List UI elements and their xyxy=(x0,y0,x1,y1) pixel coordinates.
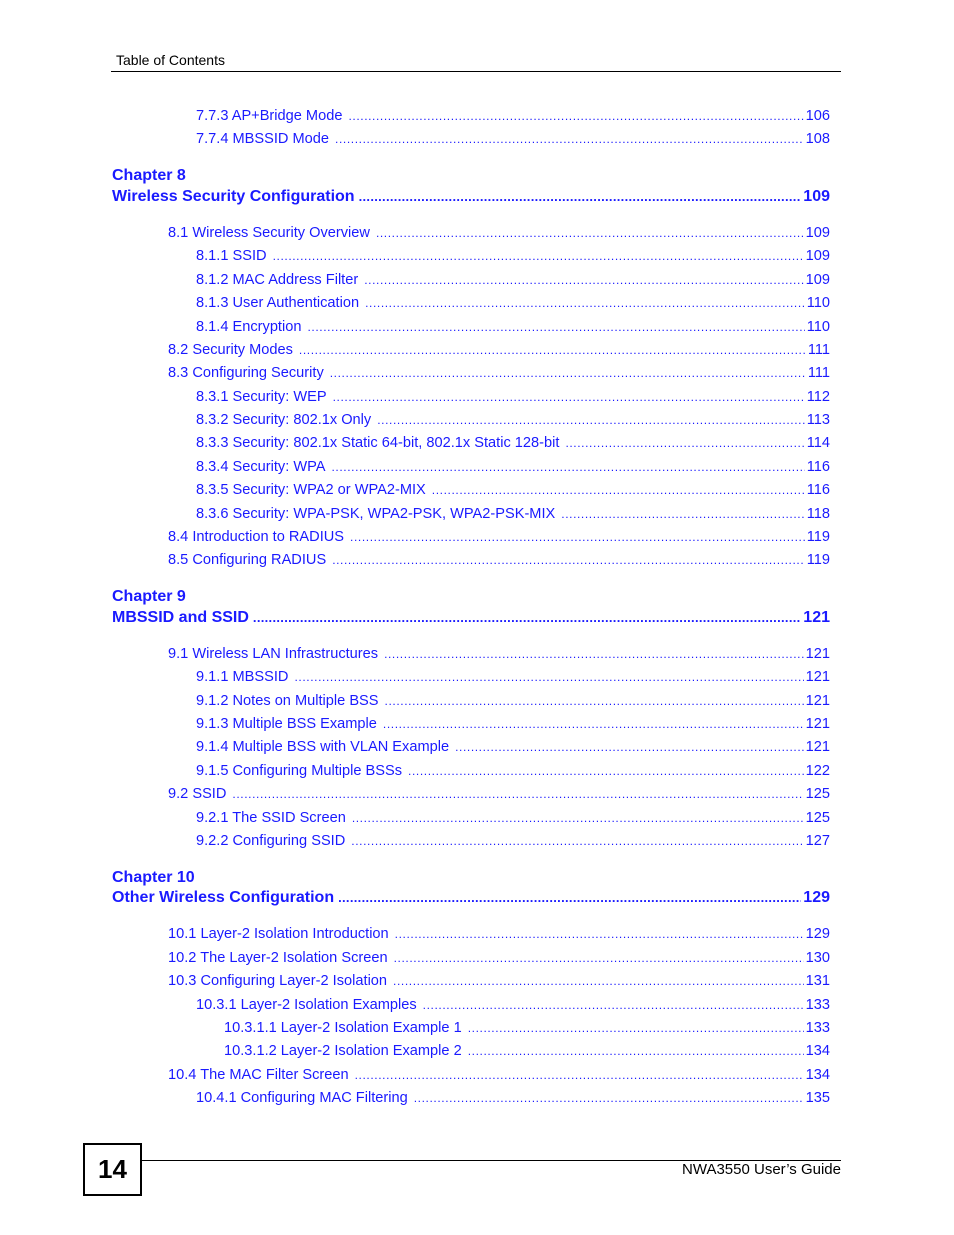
toc-entry-title: 9.1.5 Configuring Multiple BSSs xyxy=(196,763,403,779)
chapter-page: 109 xyxy=(803,188,830,205)
leader-dots xyxy=(561,504,804,524)
leader-dots xyxy=(273,246,804,266)
toc-entry-title: 10.4.1 Configuring MAC Filtering xyxy=(196,1090,408,1106)
toc-entry-page: 111 xyxy=(807,342,830,358)
toc-entry-page: 111 xyxy=(807,365,830,381)
toc-entry-title: 8.3.1 Security: WEP xyxy=(196,389,327,405)
leader-dots xyxy=(395,924,804,944)
toc-entry-page: 125 xyxy=(805,810,830,826)
leader-dots xyxy=(468,1041,804,1061)
toc-entry-title: 8.3.3 Security: 802.1x Static 64-bit, 802.1x Static 128-bit xyxy=(196,435,560,451)
toc-entry-page: 118 xyxy=(806,506,830,522)
leader-dots xyxy=(376,223,804,243)
toc-entry-title: 9.2 SSID xyxy=(168,786,227,802)
toc-entry-page: 121 xyxy=(805,646,830,662)
toc-entry-page: 134 xyxy=(805,1043,830,1059)
leader-dots xyxy=(351,831,803,851)
toc-entry-page: 109 xyxy=(805,225,830,241)
toc-entry-page: 129 xyxy=(805,926,830,942)
toc-entry-8-3[interactable] xyxy=(168,363,830,383)
toc-entry-page: 119 xyxy=(806,552,830,568)
toc-entry-8-1-4[interactable] xyxy=(196,317,830,337)
toc-entry-title: 9.2.1 The SSID Screen xyxy=(196,810,346,826)
leader-dots xyxy=(335,129,804,149)
toc-entry-page: 119 xyxy=(806,529,830,545)
toc-entry-7-7-4[interactable] xyxy=(196,129,830,149)
leader-dots xyxy=(294,667,803,687)
toc-entry-title: 8.1.2 MAC Address Filter xyxy=(196,272,359,288)
toc-entry-page: 108 xyxy=(805,131,830,147)
chapter-10-title[interactable] xyxy=(112,888,830,908)
toc-entry-title: 8.1.4 Encryption xyxy=(196,319,302,335)
toc-entry-title: 10.3.1.2 Layer-2 Isolation Example 2 xyxy=(224,1043,462,1059)
chapter-title-text: Wireless Security Configuration xyxy=(112,188,355,205)
chapter-page: 129 xyxy=(803,889,830,906)
leader-dots xyxy=(565,433,804,453)
toc-entry-title: 8.3 Configuring Security xyxy=(168,365,324,381)
toc-entry-title: 7.7.3 AP+Bridge Mode xyxy=(196,108,343,124)
toc-entry-page: 133 xyxy=(805,1020,830,1036)
toc-entry-page: 133 xyxy=(805,997,830,1013)
toc-entry-page: 121 xyxy=(805,669,830,685)
toc-entry-10-4-1[interactable] xyxy=(196,1088,830,1108)
leader-dots xyxy=(307,317,804,337)
toc-entry-7-7-3[interactable] xyxy=(196,106,830,126)
toc-entry-page: 134 xyxy=(805,1067,830,1083)
toc-entry-title: 9.1.4 Multiple BSS with VLAN Example xyxy=(196,739,450,755)
toc-entry-page: 121 xyxy=(805,739,830,755)
leader-dots xyxy=(364,270,803,290)
toc-entry-title: 8.3.4 Security: WPA xyxy=(196,459,326,475)
toc-entry-title: 8.4 Introduction to RADIUS xyxy=(168,529,345,545)
toc-entry-title: 8.1 Wireless Security Overview xyxy=(168,225,370,241)
leader-dots xyxy=(365,293,805,313)
guide-title: NWA3550 User’s Guide xyxy=(682,1161,841,1178)
toc-entry-8-5[interactable] xyxy=(168,550,830,570)
toc-entry-8-1-1[interactable] xyxy=(196,246,830,266)
toc-entry-title: 8.5 Configuring RADIUS xyxy=(168,552,327,568)
toc-entry-title: 8.1.3 User Authentication xyxy=(196,295,360,311)
toc-entry-title: 8.3.5 Security: WPA2 or WPA2-MIX xyxy=(196,482,426,498)
toc-entry-title: 9.1.1 MBSSID xyxy=(196,669,289,685)
toc-entry-page: 113 xyxy=(806,412,830,428)
leader-dots xyxy=(332,550,805,570)
chapter-title-text: MBSSID and SSID xyxy=(112,609,249,626)
leader-dots xyxy=(330,363,806,383)
toc-entry-page: 109 xyxy=(805,272,830,288)
toc-entry-page: 121 xyxy=(805,693,830,709)
toc-entry-page: 114 xyxy=(806,435,830,451)
toc-entry-page: 121 xyxy=(805,716,830,732)
toc-entry-page: 112 xyxy=(806,389,830,405)
toc-entry-8-3-6[interactable] xyxy=(196,504,830,524)
leader-dots xyxy=(414,1088,804,1108)
toc-entry-8-3-2[interactable] xyxy=(196,410,830,430)
toc-entry-page: 125 xyxy=(805,786,830,802)
toc-entry-title: 10.1 Layer-2 Isolation Introduction xyxy=(168,926,389,942)
toc-entry-9-2-1[interactable] xyxy=(196,808,830,828)
toc-entry-page: 130 xyxy=(805,950,830,966)
toc-entry-8-1-3[interactable] xyxy=(196,293,830,313)
toc-entry-page: 106 xyxy=(805,108,830,124)
toc-entry-page: 110 xyxy=(806,295,830,311)
toc-entry-title: 9.1.3 Multiple BSS Example xyxy=(196,716,377,732)
leader-dots xyxy=(338,888,801,908)
header-title: Table of Contents xyxy=(116,52,225,68)
chapter-8-label[interactable]: Chapter 8 xyxy=(112,167,186,184)
leader-dots xyxy=(299,340,806,360)
leader-dots xyxy=(333,387,805,407)
toc-entry-title: 10.3.1.1 Layer-2 Isolation Example 1 xyxy=(224,1020,462,1036)
toc-entry-8-4[interactable] xyxy=(168,527,830,547)
toc-entry-10-3-1-1[interactable] xyxy=(224,1018,830,1038)
toc-entry-8-1[interactable] xyxy=(168,223,830,243)
toc-entry-title: 8.3.2 Security: 802.1x Only xyxy=(196,412,372,428)
toc-entry-title: 10.4 The MAC Filter Screen xyxy=(168,1067,349,1083)
toc-entry-title: 8.3.6 Security: WPA-PSK, WPA2-PSK, WPA2-PSK-MIX xyxy=(196,506,556,522)
leader-dots xyxy=(408,761,804,781)
leader-dots xyxy=(383,714,804,734)
leader-dots xyxy=(432,480,805,500)
toc-entry-page: 110 xyxy=(806,319,830,335)
toc-entry-8-3-1[interactable] xyxy=(196,387,830,407)
toc-entry-title: 9.1.2 Notes on Multiple BSS xyxy=(196,693,379,709)
toc-entry-8-1-2[interactable] xyxy=(196,270,830,290)
toc-entry-title: 10.3 Configuring Layer-2 Isolation xyxy=(168,973,388,989)
leader-dots xyxy=(350,527,805,547)
page-number: 14 xyxy=(83,1143,142,1196)
toc-entry-page: 116 xyxy=(806,459,830,475)
toc-entry-page: 122 xyxy=(805,763,830,779)
toc-entry-title: 9.1 Wireless LAN Infrastructures xyxy=(168,646,379,662)
chapter-title-text: Other Wireless Configuration xyxy=(112,889,335,906)
toc-entry-9-1-2[interactable] xyxy=(196,691,830,711)
leader-dots xyxy=(232,784,803,804)
leader-dots xyxy=(352,808,804,828)
leader-dots xyxy=(253,608,801,628)
leader-dots xyxy=(332,457,805,477)
toc-entry-page: 131 xyxy=(805,973,830,989)
toc-entry-10-1[interactable] xyxy=(168,924,830,944)
chapter-9-title[interactable] xyxy=(112,608,830,628)
leader-dots xyxy=(455,737,804,757)
toc-entry-10-3-1[interactable] xyxy=(196,995,830,1015)
toc-entry-page: 116 xyxy=(806,482,830,498)
toc-entry-9-2[interactable] xyxy=(168,784,830,804)
chapter-8-title[interactable] xyxy=(112,187,830,207)
toc-entry-10-3[interactable] xyxy=(168,971,830,991)
leader-dots xyxy=(348,106,803,126)
toc-entry-8-2[interactable] xyxy=(168,340,830,360)
toc-entry-8-3-3[interactable] xyxy=(196,433,830,453)
toc-entry-9-1-1[interactable] xyxy=(196,667,830,687)
toc-entry-page: 109 xyxy=(805,248,830,264)
toc-entry-10-3-1-2[interactable] xyxy=(224,1041,830,1061)
toc-entry-title: 7.7.4 MBSSID Mode xyxy=(196,131,330,147)
leader-dots xyxy=(468,1018,804,1038)
toc-entry-10-2[interactable] xyxy=(168,948,830,968)
leader-dots xyxy=(393,971,804,991)
toc-entry-8-3-4[interactable] xyxy=(196,457,830,477)
toc-entry-9-1[interactable] xyxy=(168,644,830,664)
toc-entry-9-1-4[interactable] xyxy=(196,737,830,757)
chapter-10-label[interactable]: Chapter 10 xyxy=(112,869,195,886)
leader-dots xyxy=(394,948,804,968)
toc-entry-title: 10.3.1 Layer-2 Isolation Examples xyxy=(196,997,417,1013)
toc-entry-9-1-5[interactable] xyxy=(196,761,830,781)
chapter-page: 121 xyxy=(803,609,830,626)
leader-dots xyxy=(423,995,804,1015)
toc-entry-9-1-3[interactable] xyxy=(196,714,830,734)
toc-entry-title: 9.2.2 Configuring SSID xyxy=(196,833,346,849)
toc-entry-title: 8.1.1 SSID xyxy=(196,248,267,264)
toc-entry-9-2-2[interactable] xyxy=(196,831,830,851)
leader-dots xyxy=(359,187,802,207)
chapter-9-label[interactable]: Chapter 9 xyxy=(112,588,186,605)
toc-entry-8-3-5[interactable] xyxy=(196,480,830,500)
toc-entry-10-4[interactable] xyxy=(168,1065,830,1085)
leader-dots xyxy=(355,1065,804,1085)
toc-entry-page: 135 xyxy=(805,1090,830,1106)
toc-entry-page: 127 xyxy=(805,833,830,849)
leader-dots xyxy=(377,410,805,430)
toc-entry-title: 8.2 Security Modes xyxy=(168,342,293,358)
toc-entry-title: 10.2 The Layer-2 Isolation Screen xyxy=(168,950,388,966)
leader-dots xyxy=(384,644,804,664)
leader-dots xyxy=(385,691,804,711)
